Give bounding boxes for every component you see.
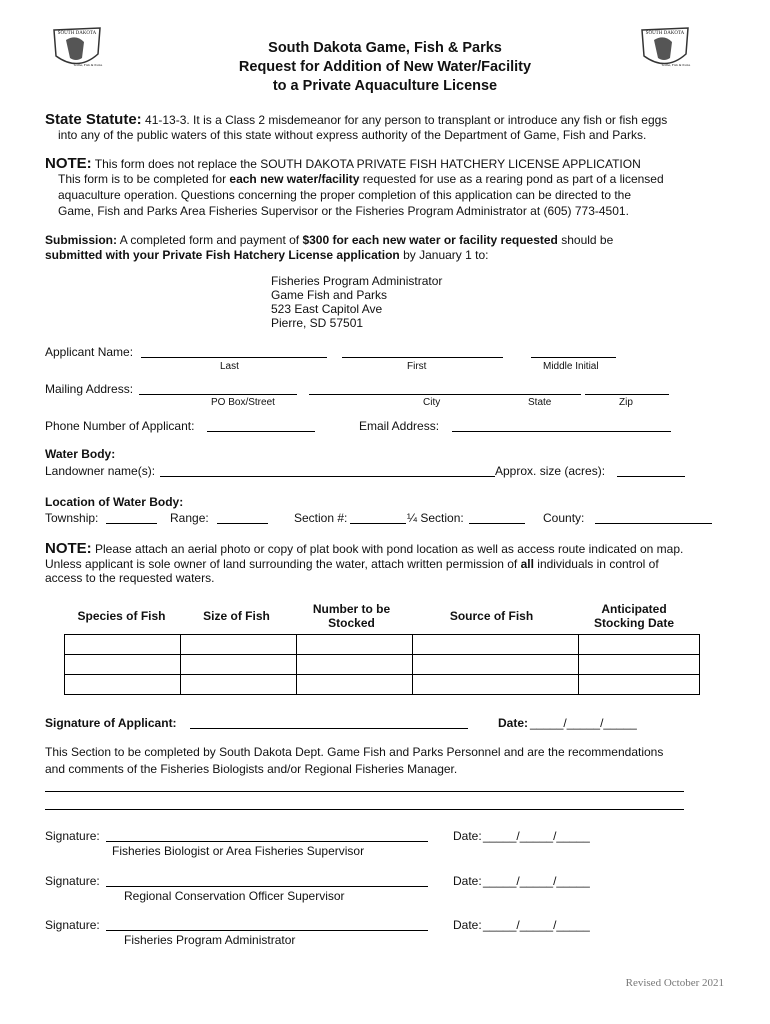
table-cell[interactable] (181, 655, 297, 675)
logo-top-text: SOUTH DAKOTA (645, 31, 685, 36)
table-row (65, 655, 700, 675)
sig3-role: Fisheries Program Administrator (124, 933, 296, 947)
statute-text-2: into any of the public waters of this state without express authority of the Department of Game, Fish and Parks. (58, 128, 647, 142)
table-row (65, 675, 700, 695)
table-cell[interactable] (65, 675, 181, 695)
county-label: County: (543, 511, 585, 525)
address-line-4: Pierre, SD 57501 (271, 316, 364, 330)
statute-text-1: 41-13-3. It is a Class 2 misdemeanor for any person to transplant or introduce any fish or fish eggs (145, 113, 668, 127)
note1-text-1: This form does not replace the SOUTH DAKOTA PRIVATE FISH HATCHERY LICENSE APPLICATION (94, 157, 641, 171)
table-cell[interactable] (297, 675, 413, 695)
submission-label: Submission: (45, 233, 118, 247)
table-cell[interactable] (181, 675, 297, 695)
city-state-field[interactable] (309, 394, 581, 395)
revised-date: Revised October 2021 (625, 977, 724, 989)
sig1-role: Fisheries Biologist or Area Fisheries Supervisor (112, 844, 365, 858)
range-label: Range: (170, 511, 209, 525)
submission-text-2a: submitted with your Private Fish Hatchery License application (45, 248, 400, 262)
col-header-size: Size of Fish (203, 609, 270, 623)
landowner-label: Landowner name(s): (45, 464, 156, 478)
note1-line-1 (45, 155, 641, 172)
note1-text-2c: requested for use as a rearing pond as part of a licensed (359, 172, 664, 186)
table-cell[interactable] (579, 675, 700, 695)
range-field[interactable] (217, 523, 268, 524)
logo-top-text: SOUTH DAKOTA (57, 31, 97, 36)
sig1-label: Signature: (45, 829, 100, 843)
section-field[interactable] (350, 523, 406, 524)
last-name-field[interactable] (141, 357, 327, 358)
table-cell[interactable] (65, 655, 181, 675)
logo-bottom-text: Game, Fish & Parks (661, 63, 691, 67)
sig3-field[interactable] (106, 930, 428, 931)
applicant-date-field[interactable]: _____/_____/_____ (530, 716, 637, 730)
approx-size-field[interactable] (617, 476, 685, 477)
submission-text-2: should be (557, 233, 614, 247)
township-field[interactable] (106, 523, 157, 524)
first-name-field[interactable] (342, 357, 503, 358)
quarter-section-field[interactable] (469, 523, 525, 524)
sig2-field[interactable] (106, 886, 428, 887)
applicant-signature-label: Signature of Applicant: (45, 716, 177, 730)
sig2-date-field[interactable]: _____/_____/_____ (483, 874, 590, 888)
comments-line-1[interactable] (45, 791, 684, 792)
table-row (65, 635, 700, 655)
note1-line-4: Game, Fish and Parks Area Fisheries Supervisor or the Fisheries Program Administrator at (605) 773-4501. (58, 204, 629, 218)
sig1-date-field[interactable]: _____/_____/_____ (483, 829, 590, 843)
quarter-section-label: ¼ Section: (407, 511, 464, 525)
township-label: Township: (45, 511, 99, 525)
middle-caption: Middle Initial (543, 361, 599, 372)
applicant-date-label: Date: (498, 716, 529, 730)
table-cell[interactable] (413, 635, 579, 655)
logo-bottom-text: Game, Fish & Parks (73, 63, 103, 67)
submission-line-1 (45, 233, 613, 247)
note2-text-2b: all (520, 557, 534, 571)
applicant-name-label: Applicant Name: (45, 345, 134, 359)
address-line-1: Fisheries Program Administrator (271, 274, 443, 288)
note1-line-3: aquaculture operation. Questions concerning the proper completion of this application can be directed to the (58, 188, 632, 202)
approx-size-label: Approx. size (acres): (495, 464, 606, 478)
col-header-species: Species of Fish (77, 609, 166, 623)
sig3-date-field[interactable]: _____/_____/_____ (483, 918, 590, 932)
table-cell[interactable] (65, 635, 181, 655)
note2-text-1: Please attach an aerial photo or copy of plat book with pond location as well as access route indicated on map. (91, 542, 684, 556)
phone-field[interactable] (207, 431, 315, 432)
title-line-3: to a Private Aquaculture License (272, 78, 498, 94)
staff-intro-2: and comments of the Fisheries Biologists and/or Regional Fisheries Manager. (45, 762, 458, 776)
submission-text-1: A completed form and payment of (117, 233, 303, 247)
title-line-2: Request for Addition of New Water/Facility (238, 59, 532, 75)
state-caption: State (528, 397, 552, 408)
po-box-field[interactable] (139, 394, 297, 395)
location-label: Location of Water Body: (45, 495, 184, 509)
note2-line-1 (45, 540, 683, 557)
col-header-source: Source of Fish (449, 609, 534, 623)
title-line-1: South Dakota Game, Fish & Parks (268, 40, 502, 56)
table-cell[interactable] (579, 635, 700, 655)
table-cell[interactable] (297, 635, 413, 655)
table-cell[interactable] (297, 655, 413, 675)
submission-line-2 (45, 248, 488, 262)
county-field[interactable] (595, 523, 712, 524)
submission-text-2b: by January 1 to: (399, 248, 489, 262)
sig2-label: Signature: (45, 874, 100, 888)
address-line-3: 523 East Capitol Ave (271, 302, 383, 316)
email-field[interactable] (452, 431, 671, 432)
sig2-role: Regional Conservation Officer Supervisor (124, 889, 345, 903)
sig3-label: Signature: (45, 918, 100, 932)
staff-intro-1: This Section to be completed by South Dakota Dept. Game Fish and Parks Personnel and are the recommendations (45, 745, 664, 759)
water-body-label: Water Body: (45, 447, 116, 461)
last-caption: Last (220, 361, 239, 372)
sig1-field[interactable] (106, 841, 428, 842)
city-caption: City (423, 397, 441, 408)
comments-line-2[interactable] (45, 809, 684, 810)
note1-text-2a: This form is to be completed for (58, 172, 230, 186)
col-header-number: Number to be Stocked (312, 602, 391, 630)
note2-label: NOTE: (45, 540, 92, 557)
table-cell[interactable] (413, 675, 579, 695)
col-header-stocking-date: Anticipated Stocking Date (593, 602, 674, 630)
fish-stocking-table (64, 634, 700, 695)
zip-field[interactable] (585, 394, 669, 395)
phone-label: Phone Number of Applicant: (45, 419, 195, 433)
table-cell[interactable] (413, 655, 579, 675)
applicant-signature-field[interactable] (190, 728, 468, 729)
first-caption: First (407, 361, 427, 372)
note2-line-3: access to the requested waters. (45, 571, 215, 585)
address-line-2: Game Fish and Parks (271, 288, 388, 302)
email-label: Email Address: (359, 419, 440, 433)
submission-amount: $300 for each new water or facility requested (302, 233, 558, 247)
note2-line-2 (45, 557, 659, 571)
note1-text-2b: each new water/facility (229, 172, 360, 186)
po-caption: PO Box/Street (211, 397, 275, 408)
table-cell[interactable] (181, 635, 297, 655)
section-label: Section #: (294, 511, 348, 525)
note2-text-2c: individuals in control of (533, 557, 659, 571)
landowner-field[interactable] (160, 476, 495, 477)
statute-line-1 (45, 111, 667, 128)
sig2-date-label: Date: (453, 874, 482, 888)
zip-caption: Zip (619, 397, 633, 408)
note1-label: NOTE: (45, 155, 92, 172)
sig1-date-label: Date: (453, 829, 482, 843)
note2-text-2a: Unless applicant is sole owner of land surrounding the water, attach written permission of (45, 557, 521, 571)
statute-label: State Statute: (45, 111, 142, 128)
table-cell[interactable] (579, 655, 700, 675)
note1-line-2 (58, 172, 664, 186)
middle-initial-field[interactable] (531, 357, 616, 358)
mailing-address-label: Mailing Address: (45, 382, 134, 396)
sig3-date-label: Date: (453, 918, 482, 932)
